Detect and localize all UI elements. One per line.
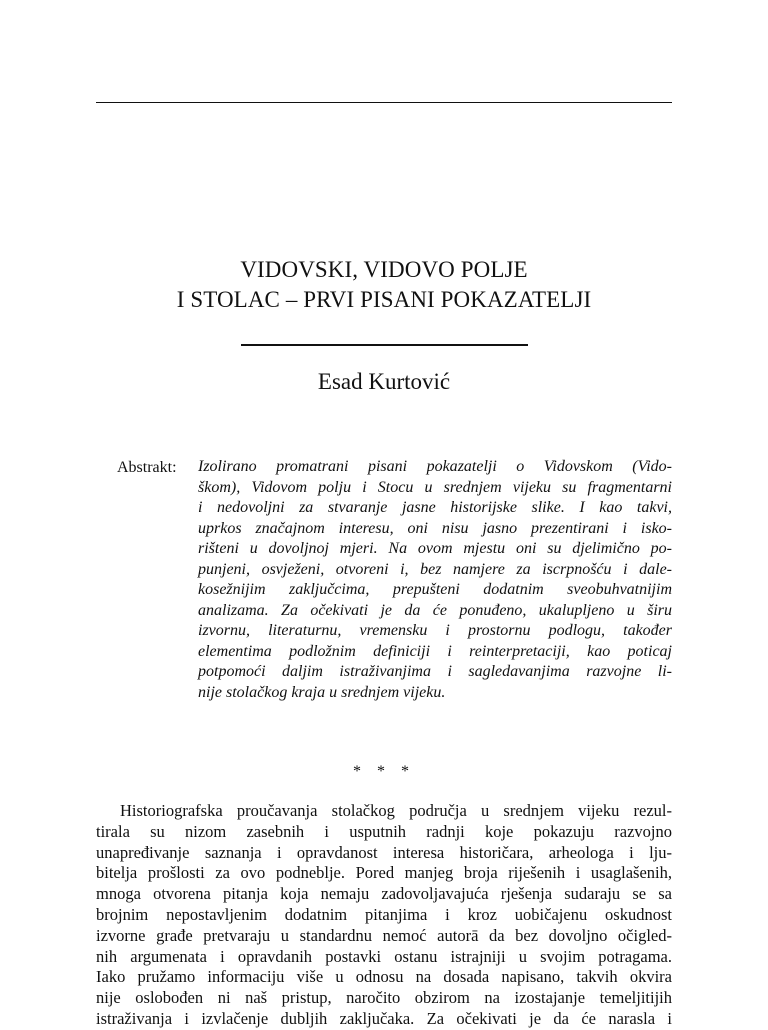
abstract-line: nije stolačkog kraja u srednjem vijeku. bbox=[198, 683, 446, 701]
abstract-line: rišteni u dovoljnoj mjeri. Na ovom mjestu oni su djelimično po- bbox=[198, 540, 672, 557]
abstract-line: kosežnijim zaključcima, prepušteni dodatnim sveobuhvatnijim bbox=[198, 581, 672, 598]
abstract-line: škom), Vidovom polju i Stocu u srednjem vijeku su fragmentarni bbox=[198, 478, 672, 496]
body-line: tirala su nizom zasebnih i usputnih radnji koje pokazuju razvojno bbox=[96, 821, 672, 841]
body-line: Historiografska proučavanja stolačkog područja u srednjem vijeku rezul- bbox=[120, 801, 672, 820]
abstract-line: analizama. Za očekivati je da će ponuđeno, ukalupljeno u širu bbox=[198, 601, 672, 619]
body-line: nih argumenata i opravdanih postavki ostanu istrajniji u svojim potragama. bbox=[96, 946, 672, 966]
title-rule bbox=[241, 344, 528, 346]
abstract-line: elementima podložnim definiciji i reinterpretaciji, kao poticaj bbox=[198, 642, 672, 660]
abstract-line: i nedovoljni za stvaranje jasne historijske slike. I kao takvi, bbox=[198, 499, 672, 516]
abstract-line: Izolirano promatrani pisani pokazatelji o Vidovskom (Vido- bbox=[198, 458, 672, 475]
abstract-line: izvornu, literaturnu, vremensku i prostornu podlogu, također bbox=[198, 622, 672, 639]
article-title bbox=[96, 255, 672, 315]
body-line: izvorne građe pretvaraju u standardnu nemoć autorā da bez dovoljno očigled- bbox=[96, 925, 672, 945]
body-line: Iako pružamo informaciju više u odnosu na dosada napisano, takvih okvira bbox=[96, 967, 672, 987]
title-line-1: VIDOVSKI, VIDOVO POLJE bbox=[240, 257, 528, 282]
body-line: brojnim nepostavljenim dodatnim pitanjima i kroz uobičajenu oskudnost bbox=[96, 904, 672, 924]
abstract-line: punjeni, osvježeni, otvoreni i, bez namjere za iscrpnošću i dale- bbox=[198, 560, 672, 578]
abstract-line: potpomoći daljim istraživanjima i sagledavanjima razvojne li- bbox=[198, 663, 672, 680]
body-paragraph bbox=[96, 801, 672, 1030]
body-line: unapređivanje saznanja i opravdanost interesa historičara, arheologa i lju- bbox=[96, 842, 672, 862]
top-rule bbox=[96, 102, 672, 103]
section-separator: * * * bbox=[353, 763, 415, 780]
title-line-2: I STOLAC – PRVI PISANI POKAZATELJI bbox=[176, 287, 592, 312]
body-line: nije oslobođen ni naš pristup, naročito obzirom na izostajanje temeljitijih bbox=[96, 988, 672, 1008]
abstract-label: Abstrakt: bbox=[117, 459, 177, 476]
abstract-line: uprkos značajnom interesu, oni nisu jasno prezentirani i isko- bbox=[198, 519, 672, 537]
abstract-text bbox=[198, 457, 672, 703]
body-line: bitelja prošlosti za ovo podneblje. Pored manjeg broja riješenih i usaglašenih, bbox=[96, 863, 672, 883]
author-name: Esad Kurtović bbox=[317, 369, 451, 394]
body-line: mnoga otvorena pitanja koja nemaju zadovoljavajuća rješenja sudaraju se sa bbox=[96, 884, 672, 904]
body-line: istraživanja i izvlačenje dubljih zaključaka. Za očekivati je da će narasla i bbox=[96, 1008, 672, 1028]
